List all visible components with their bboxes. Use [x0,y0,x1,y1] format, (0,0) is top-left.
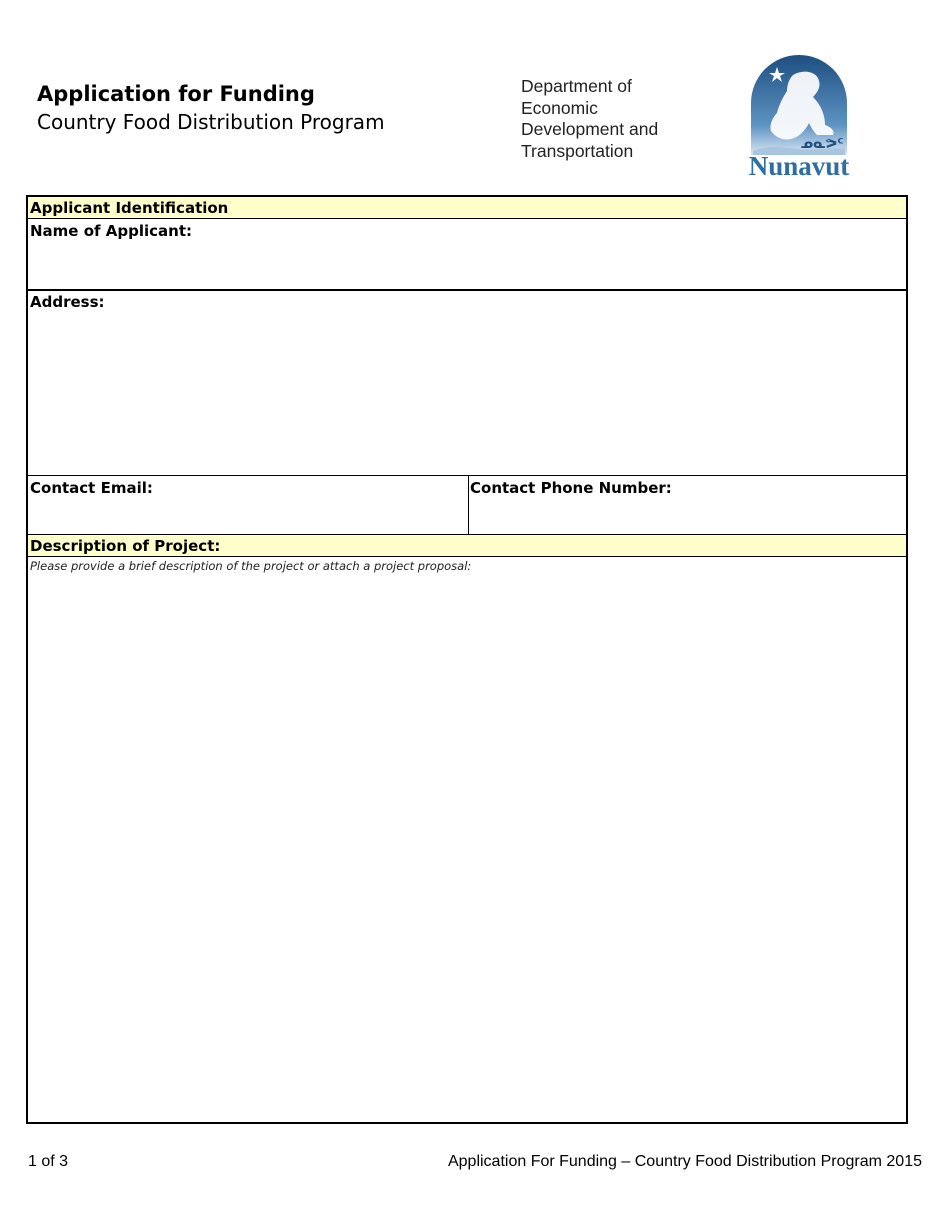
name-of-applicant-label: Name of Applicant: [30,222,192,240]
logo-syllabics: ᓄᓇᕗᑦ [801,137,844,152]
contact-phone-field[interactable] [469,476,908,534]
address-field[interactable] [28,291,906,475]
address-label: Address: [30,293,105,311]
application-form [26,195,908,1124]
department-line: Department of [521,76,632,96]
description-hint: Please provide a brief description of the project or attach a project proposal: [30,559,472,573]
nunavut-logo [747,55,851,184]
page-number: 1 of 3 [28,1153,69,1170]
section-applicant-identification: Applicant Identification [28,197,906,219]
document-subtitle: Country Food Distribution Program [37,110,385,134]
nunavut-polar-bear-logo-icon [747,55,851,180]
contact-phone-label: Contact Phone Number: [470,479,672,497]
contact-email-field[interactable] [28,476,468,534]
name-of-applicant-field[interactable] [28,219,906,289]
footer-document-title: Application For Funding – Country Food Distribution Program 2015 [447,1153,922,1170]
project-description-field[interactable] [28,575,906,1122]
department-name [521,76,658,162]
department-line: Economic [521,97,598,118]
logo-wordmark: Nunavut [748,151,850,180]
contact-email-label: Contact Email: [30,479,153,497]
document-title: Application for Funding [37,82,315,106]
department-line: Transportation [521,140,634,161]
section-description-of-project: Description of Project: [28,535,906,557]
department-line: Development and [521,119,659,139]
